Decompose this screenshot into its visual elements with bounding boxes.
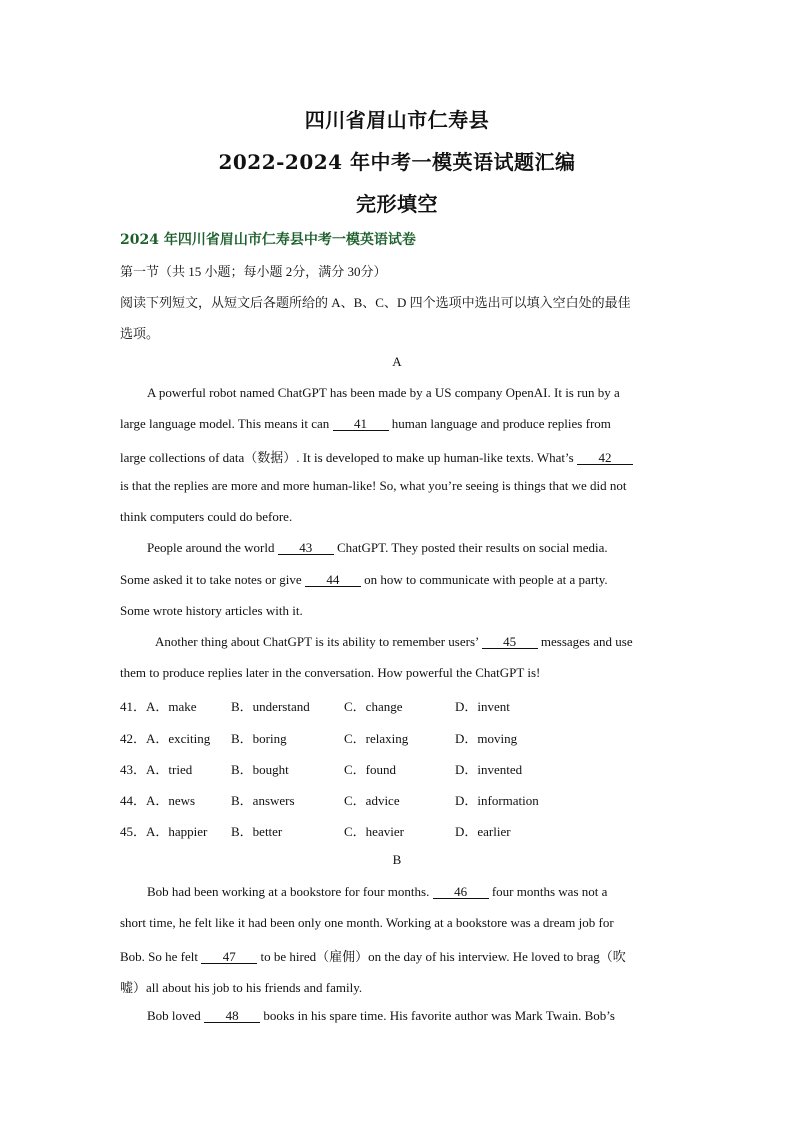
option-44-a: 44．A．news [120,793,196,808]
passage-b-line-3 [120,946,676,965]
passage-a-line-2 [120,416,676,432]
option-45-a: 45．A．happier [120,824,208,839]
text-segment: on how to communicate with people at a party. [360,572,608,587]
passage-a-line-7 [120,572,676,588]
option-45-b: B．better [231,824,283,839]
doc-title-section: 完形填空 [356,192,438,216]
option-42-a: 42．A．exciting [120,731,211,746]
passage-a-line-1: A powerful robot named ChatGPT has been made by a US company OpenAI. It is run by a [147,385,620,400]
blank-41: 41 [333,417,389,431]
option-42-d: D．moving [455,731,518,746]
text-segment: to be hired（雇佣）on the day of his interview. He loved to brag（吹 [257,949,626,964]
blank-45: 45 [482,635,538,649]
text-segment: large collections of data（数据）. It is developed to make up human-like texts. What’s [120,450,577,465]
blank-48: 48 [204,1009,260,1023]
text-segment: human language and produce replies from [388,416,611,431]
doc-title-compilation: 2022-2024 年中考一模英语试题汇编 [218,150,576,174]
instruction-line-2: 选项。 [120,326,160,341]
passage-a-line-4: is that the replies are more and more human-like! So, what you’re seeing is things that we did not [120,478,627,493]
blank-43: 43 [278,541,334,555]
option-44-d: D．information [455,793,539,808]
blank-46: 46 [433,885,489,899]
exam-name: 2024 年四川省眉山市仁寿县中考一模英语试卷 [120,232,416,248]
instruction-line-1: 阅读下列短文，从短文后各题所给的 A、B、C、D 四个选项中选出可以填入空白处的最佳 [120,295,631,310]
text-segment: books in his spare time. His favorite author was Mark Twain. Bob’s [260,1008,615,1023]
text-segment: Some asked it to take notes or give [120,572,305,587]
option-45-c: C．heavier [344,824,404,839]
option-42-c: C．relaxing [344,731,409,746]
text-segment: Bob had been working at a bookstore for four months. [147,884,433,899]
option-43-b: B．bought [231,762,289,777]
text-segment: ChatGPT. They posted their results on social media. [333,540,608,555]
blank-42: 42 [577,451,633,465]
passage-a-label: A [392,354,402,369]
passage-a-line-5: think computers could do before. [120,509,293,524]
text-segment: People around the world [147,540,278,555]
passage-a-line-8: Some wrote history articles with it. [120,603,303,618]
option-42-b: B．boring [231,731,287,746]
passage-a-line-9 [155,634,676,650]
passage-a-line-3 [120,447,676,466]
option-41-d: D．invent [455,699,510,714]
passage-b-line-2: short time, he felt like it had been only one month. Working at a bookstore was a dream job for [120,915,614,930]
passage-a-line-10: them to produce replies later in the conversation. How powerful the ChatGPT is! [120,665,541,680]
passage-b-line-1 [147,884,676,900]
doc-title-region: 四川省眉山市仁寿县 [304,108,490,132]
option-41-a: 41．A．make [120,699,197,714]
text-segment: large language model. This means it can [120,416,333,431]
option-43-d: D．invented [455,762,523,777]
option-41-b: B．understand [231,699,310,714]
option-44-b: B．answers [231,793,295,808]
passage-b-line-4: 嘘）all about his job to his friends and family. [120,980,363,995]
option-43-a: 43．A．tried [120,762,193,777]
text-segment: Bob. So he felt [120,949,202,964]
passage-b-label: B [392,852,402,867]
text-segment: messages and use [537,634,633,649]
section-info: 第一节（共 15 小题；每小题 2分，满分 30分） [120,264,387,279]
blank-44: 44 [305,573,361,587]
text-segment: Bob loved [147,1008,205,1023]
text-segment: Another thing about ChatGPT is its ability to remember users’ [155,634,482,649]
option-45-d: D．earlier [455,824,511,839]
option-41-c: C．change [344,699,403,714]
option-44-c: C．advice [344,793,400,808]
passage-a-line-6 [147,540,676,556]
blank-47: 47 [201,950,257,964]
option-43-c: C．found [344,762,397,777]
passage-b-line-5 [147,1008,676,1024]
text-segment: four months was not a [488,884,608,899]
